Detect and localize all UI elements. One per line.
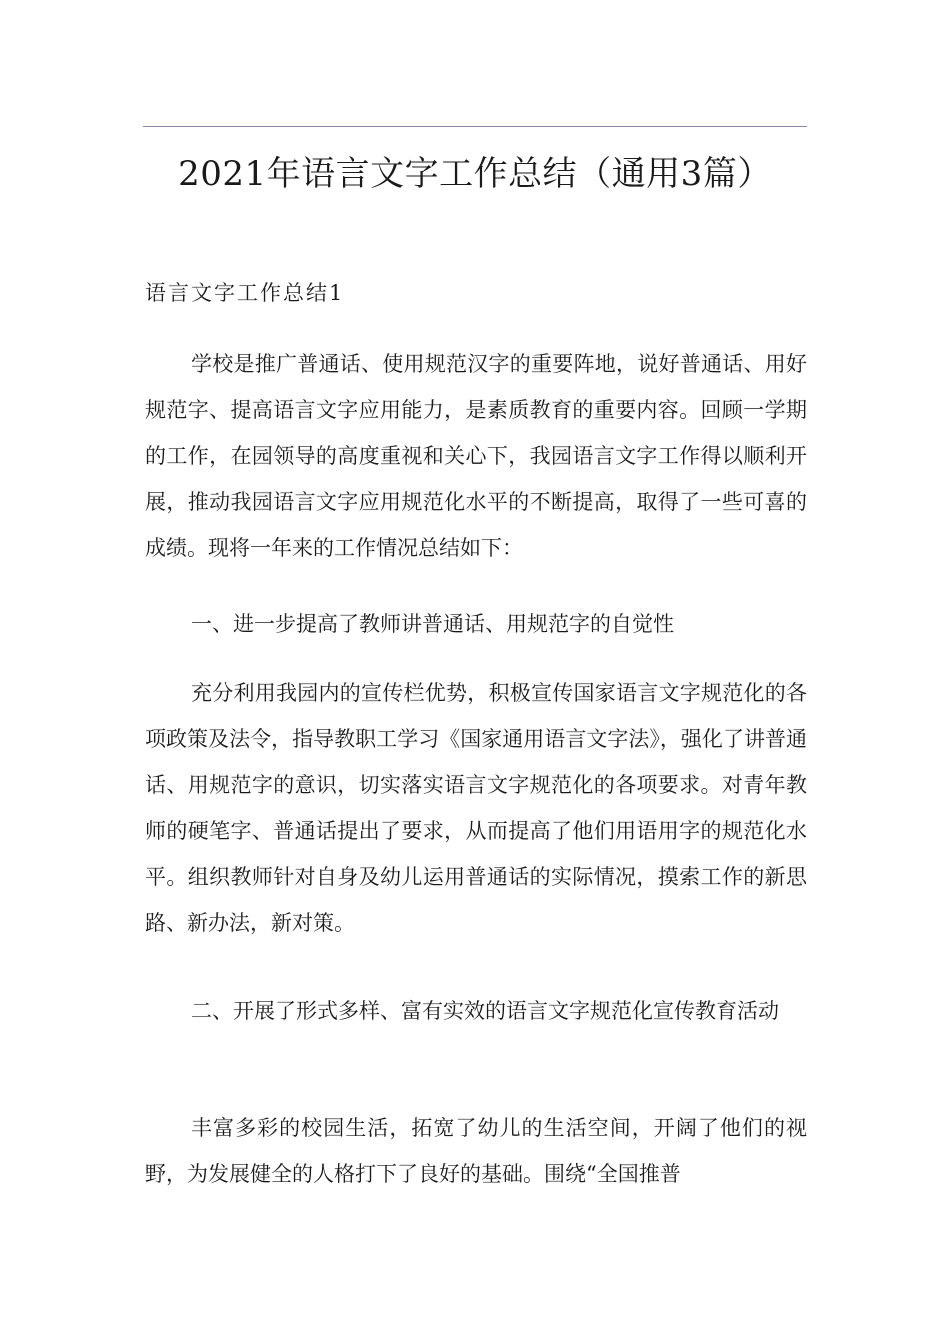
subheading-one: 一、进一步提高了教师讲普通话、用规范字的自觉性 <box>191 612 674 636</box>
document-title: 2021年语言文字工作总结（通用3篇） <box>178 154 772 194</box>
paragraph-intro: 学校是推广普通话、使用规范汉字的重要阵地，说好普通话、用好规范字、提高语言文字应用能力，是素质教育的重要内容。回顾一学期的工作，在园领导的高度重视和关心下，我园语言文字工作得以顺利开展，推动我园语言文字应用规范化水平的不断提高，取得了一些可喜的成绩。现将一年来的工作情况总结如下： <box>145 352 807 560</box>
section-heading: 语言文字工作总结1 <box>145 281 345 305</box>
header-rule <box>143 126 807 127</box>
paragraph-campus-life: 丰富多彩的校园生活，拓宽了幼儿的生活空间，开阔了他们的视野，为发展健全的人格打下了良好的基础。围绕“全国推普 <box>145 1116 807 1186</box>
subheading-two: 二、开展了形式多样、富有实效的语言文字规范化宣传教育活动 <box>191 999 779 1023</box>
paragraph-propaganda: 充分利用我园内的宣传栏优势，积极宣传国家语言文字规范化的各项政策及法令，指导教职工学习《国家通用语言文字法》，强化了讲普通话、用规范字的意识，切实落实语言文字规范化的各项要求。对青年教师的硬笔字、普通话提出了要求，从而提高了他们用语用字的规范化水平。组织教师针对自身及幼儿运用普通话的实际情况，摸索工作的新思路、新办法，新对策。 <box>145 681 807 935</box>
